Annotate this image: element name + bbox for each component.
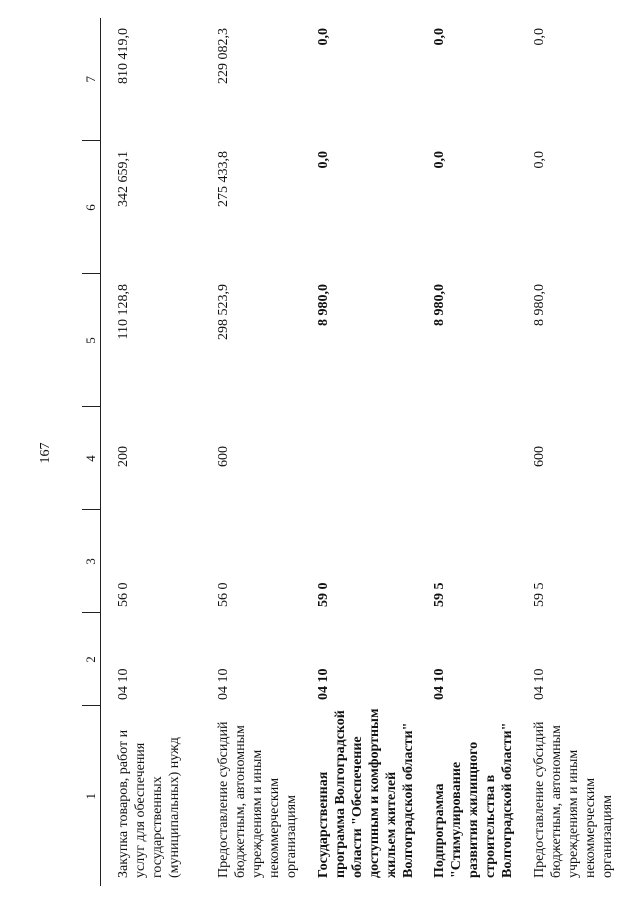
row-section: 04 10 <box>432 668 447 700</box>
row-section: 04 10 <box>116 668 131 700</box>
row-expense-type: 600 <box>532 446 547 467</box>
column-header-3: 3 <box>82 510 101 613</box>
row-name: Государственная программа Волгоградской области "Обеспечение доступным и комфортным жильем жителей Волгоградской области" <box>316 708 416 878</box>
row-expense-type: 200 <box>116 446 131 467</box>
row-value-7: 0,0 <box>532 28 547 46</box>
row-expense-type: 600 <box>216 446 231 467</box>
row-target-item: 59 5 <box>532 582 547 607</box>
column-header-2: 2 <box>82 613 101 706</box>
column-header-1: 1 <box>82 706 101 886</box>
row-value-5: 110 128,8 <box>116 284 131 340</box>
row-name: Закупка товаров, работ и услуг для обеспечения государственных (муниципальных) нужд <box>116 729 182 878</box>
column-header-row <box>82 18 101 886</box>
row-value-7: 810 419,0 <box>116 28 131 84</box>
row-value-6: 0,0 <box>432 151 447 169</box>
row-target-item: 59 0 <box>316 582 331 607</box>
table-row <box>517 18 617 886</box>
row-value-5: 298 523,9 <box>216 284 231 340</box>
row-expense-type <box>417 407 517 510</box>
row-section: 04 10 <box>216 668 231 700</box>
column-header-4: 4 <box>82 407 101 510</box>
row-value-6: 0,0 <box>532 151 547 169</box>
row-value-6: 275 433,8 <box>216 151 231 207</box>
row-value-5: 8 980,0 <box>432 284 447 326</box>
table-row <box>101 18 202 886</box>
row-name: Предоставление субсидий бюджетным, автономным учреждениям и иным некоммерческим организациям <box>532 721 615 878</box>
budget-table-rotated <box>82 18 615 886</box>
row-target-item: 59 5 <box>432 582 447 607</box>
table-row <box>417 18 517 886</box>
row-value-6: 0,0 <box>316 151 331 169</box>
row-value-7: 229 082,3 <box>216 28 231 84</box>
row-value-5: 8 980,0 <box>316 284 331 326</box>
row-value-5: 8 980,0 <box>532 284 547 326</box>
row-target-item: 56 0 <box>216 582 231 607</box>
column-header-7: 7 <box>82 18 101 141</box>
budget-table <box>82 18 617 886</box>
column-header-5: 5 <box>82 274 101 407</box>
row-target-item: 56 0 <box>116 582 131 607</box>
row-value-7: 0,0 <box>432 28 447 46</box>
row-expense-type <box>301 407 417 510</box>
column-header-6: 6 <box>82 141 101 274</box>
table-row <box>301 18 417 886</box>
row-value-6: 342 659,1 <box>116 151 131 207</box>
row-name: Подпрограмма "Стимулирование развития жилищного строительства в Волгоградской области" <box>432 722 515 878</box>
row-section: 04 10 <box>316 668 331 700</box>
row-name: Предоставление субсидий бюджетным, автономным учреждениям и иным некоммерческим организациям <box>216 721 299 878</box>
row-section: 04 10 <box>532 668 547 700</box>
table-row <box>201 18 301 886</box>
page-number: 167 <box>38 442 53 464</box>
row-value-7: 0,0 <box>316 28 331 46</box>
